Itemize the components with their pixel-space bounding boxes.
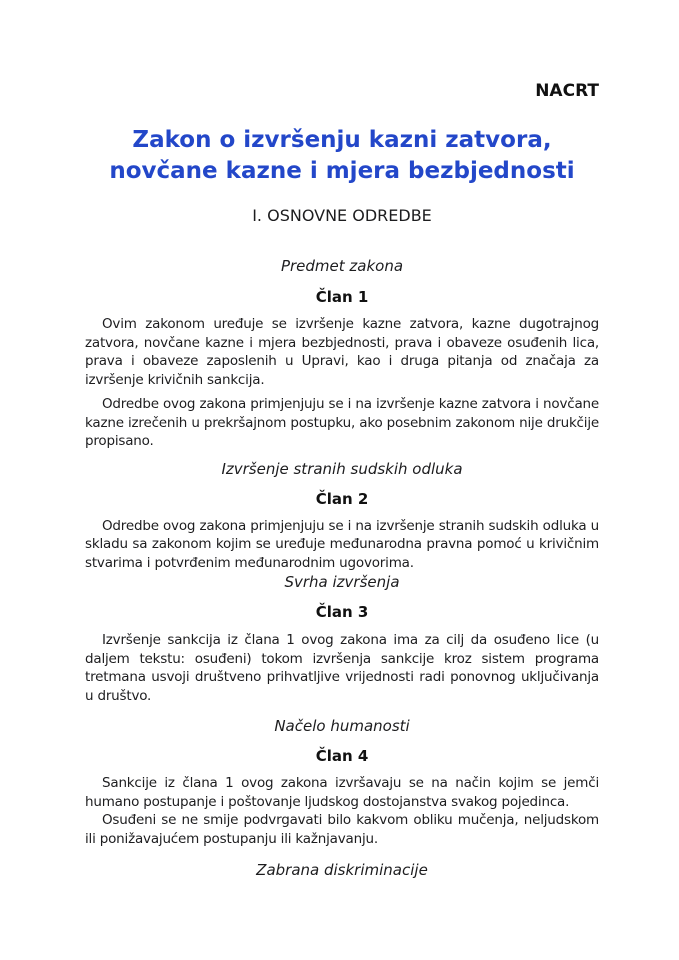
body-paragraph: Ovim zakonom uređuje se izvršenje kazne zatvora, kazne dugotrajnog zatvora, novčane kazne i mjera bezbjednosti, prava i obaveze osuđenih lica, prava i obaveze zaposlenih u Upravi, kao i druga pitanja od značaja za izvršenje krivičnih sankcija. bbox=[85, 316, 599, 388]
article-heading-clan-2: Član 2 bbox=[315, 489, 369, 508]
article-heading-clan-1: Član 1 bbox=[315, 288, 369, 306]
section-heading-izvrsenje-stranih-sudskih-odluka: Izvršenje stranih sudskih odluka bbox=[221, 459, 463, 478]
body-paragraph: Odredbe ovog zakona primjenjuju se i na izvršenje kazne zatvora i novčane kazne izrečenih u prekršajnom postupku, ako posebnim zakonom nije drukčije propisano. bbox=[85, 396, 599, 449]
body-paragraph: Odredbe ovog zakona primjenjuju se i na izvršenje stranih sudskih odluka u skladu sa zakonom kojim se uređuje međunarodna pravna pomoć u krivičnim stvarima i potvrđenim međunarodnim ugovorima. bbox=[85, 517, 599, 571]
article-heading-clan-4: Član 4 bbox=[315, 747, 369, 765]
section-heading-svrha-izvrsenja: Svrha izvršenja bbox=[284, 573, 400, 591]
article-heading-clan-3: Član 3 bbox=[315, 603, 369, 621]
body-paragraph: Osuđeni se ne smije podvrgavati bilo kakvom obliku mučenja, neljudskom ili ponižavajućem postupanju ili kažnjavanju. bbox=[85, 812, 599, 847]
section-heading-predmet-zakona: Predmet zakona bbox=[280, 257, 404, 275]
section-heading-nacelo-humanosti: Načelo humanosti bbox=[274, 717, 410, 735]
document-title: Zakon o izvršenju kazni zatvora, novčane kazne i mjera bezbjednosti bbox=[109, 127, 575, 184]
body-paragraph: Izvršenje sankcija iz člana 1 ovog zakona ima za cilj da osuđeno lice (u daljem tekstu: osuđeni) tokom izvršenja sankcije kroz sistem programa tretmana usvoji društveno prihvatljive vrijednosti radi ponovnog uključivanja u društvo. bbox=[85, 632, 599, 704]
body-paragraph: Sankcije iz člana 1 ovog zakona izvršavaju se na način kojim se jemči humano postupanje i poštovanje ljudskog dostojanstva svakog pojedinca. bbox=[85, 775, 599, 810]
section-heading-zabrana-diskriminacije: Zabrana diskriminacije bbox=[256, 861, 428, 879]
draft-label: NACRT bbox=[535, 81, 599, 101]
chapter-heading: I. OSNOVNE ODREDBE bbox=[252, 206, 432, 225]
